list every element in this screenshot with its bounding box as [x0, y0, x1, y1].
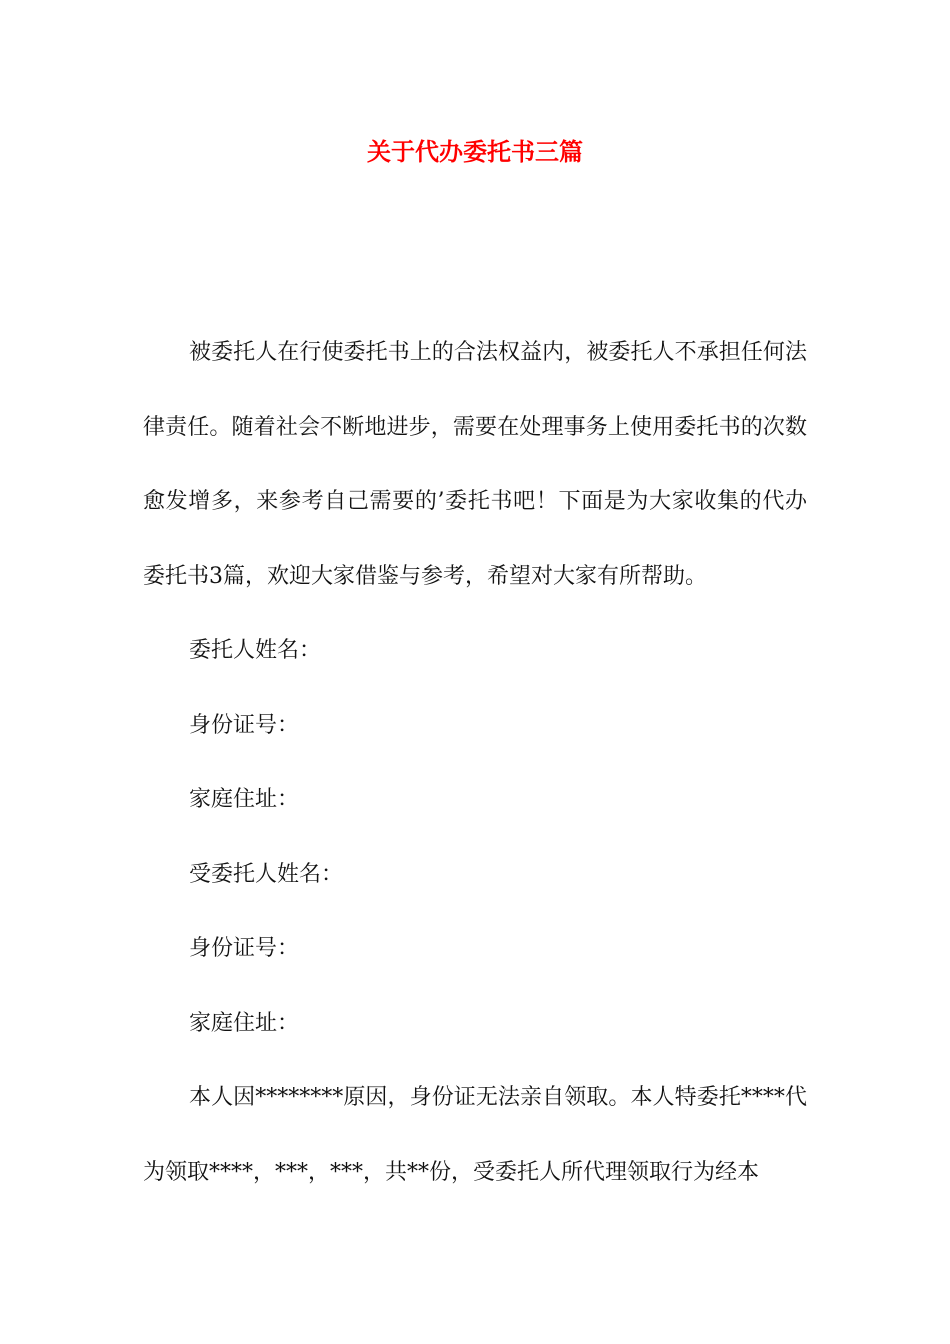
document-body [143, 316, 807, 1210]
field-principal-id: 身份证号： [189, 712, 300, 738]
document-title: 关于代办委托书三篇 [367, 138, 583, 166]
field-agent-id: 身份证号： [189, 936, 300, 961]
field-principal-name: 委托人姓名： [189, 638, 322, 663]
field-agent-name: 受委托人姓名： [189, 861, 344, 887]
field-agent-address: 家庭住址： [189, 1010, 300, 1036]
field-principal-address: 家庭住址： [189, 787, 300, 812]
paragraph-intro: 被委托人在行使委托书上的合法权益内，被委托人不承担任何法律责任。随着社会不断地进步，需要在处理事务上使用委托书的次数愈发增多，来参考自己需要的’委托书吧！下面是为大家收集的代办委托书3篇，欢迎大家借鉴与参考，希望对大家有所帮助。 [143, 340, 807, 589]
paragraph-authorization: 本人因********原因，身份证无法亲自领取。本人特委托****代为领取****，***，***，共**份，受委托人所代理领取行为经本 [143, 1085, 807, 1185]
